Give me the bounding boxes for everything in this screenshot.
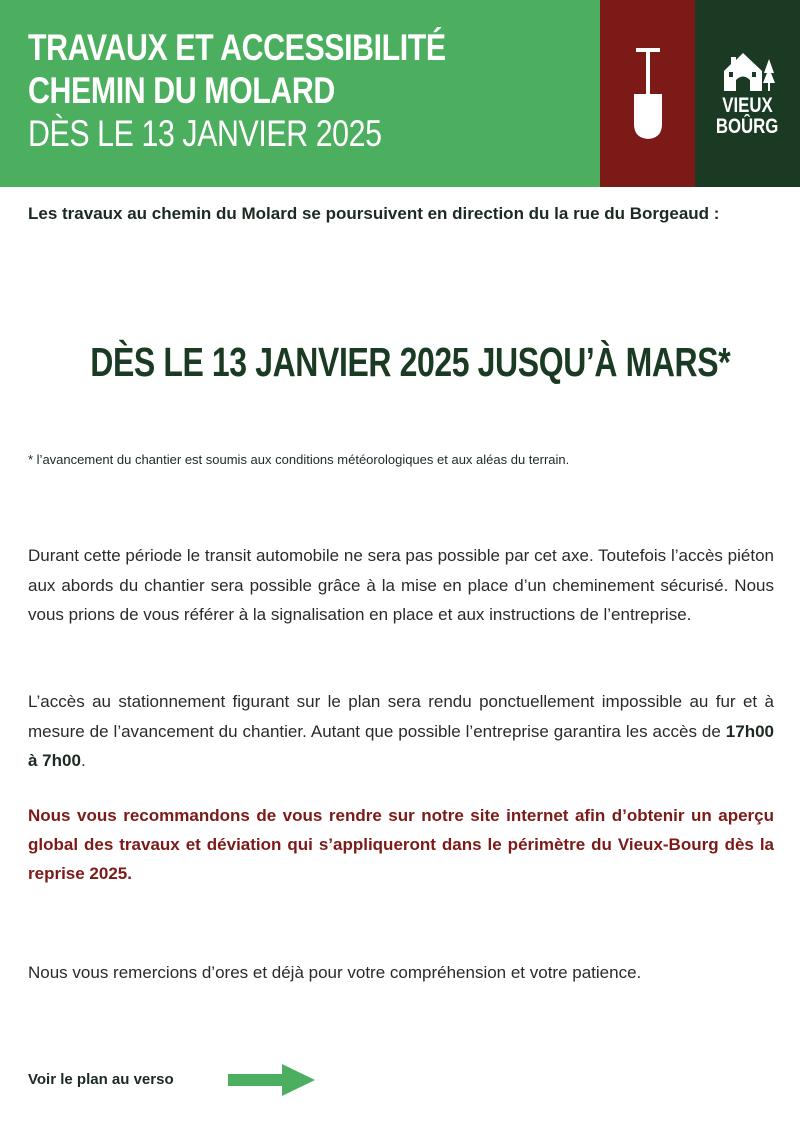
header-title-line1: TRAVAUX ET ACCESSIBILITÉ [28, 27, 446, 68]
highlight-date [0, 336, 800, 388]
footnote: * l’avancement du chantier est soumis aux conditions météorologiques et aux aléas du terrain. [28, 452, 570, 467]
paragraph-transit: Durant cette période le transit automobile ne sera pas possible par cet axe. Toutefois l’accès piéton aux abords du chantier sera possible grâce à la mise en place d’un cheminement sécurisé. Nous vous prions de vous référer à la signalisation en place et aux instructions de l’entreprise. [28, 546, 774, 624]
logo-text-line2: BOÛRG [716, 114, 779, 138]
house-tree-icon [721, 51, 775, 91]
highlight-date-text: DÈS LE 13 JANVIER 2025 JUSQU’À MARS* [90, 339, 731, 385]
paragraph-parking-end: . [80, 751, 86, 770]
paragraph-website-recommendation: Nous vous recommandons de vous rendre sur notre site internet afin d’obtenir un aperçu global des travaux et déviation qui s’appliqueront dans le périmètre du Vieux-Bourg dès la reprise 2025. [28, 806, 774, 883]
shovel-icon [628, 48, 668, 140]
intro-text: Les travaux au chemin du Molard se poursuivent en direction du la rue du Borgeaud : [28, 204, 720, 223]
header-date-line: DÈS LE 13 JANVIER 2025 [28, 113, 382, 154]
header-banner [0, 0, 800, 187]
header-title-block [0, 0, 600, 187]
see-plan-verso-label: Voir le plan au verso [28, 1071, 174, 1088]
paragraph-thanks: Nous vous remercions d’ores et déjà pour votre compréhension et votre patience. [28, 963, 642, 982]
paragraph-parking-text: L’accès au stationnement figurant sur le plan sera rendu ponctuellement impossible au fur et à mesure de l’avancement du chantier. Autant que possible l’entreprise garantira les accès de [28, 692, 774, 741]
vieux-bourg-logo [695, 0, 800, 187]
paragraph-parking [28, 687, 774, 776]
parking-hours: 17h00 à 7h00 [28, 721, 774, 770]
header-shovel-block [600, 0, 695, 187]
header-title-line2: CHEMIN DU MOLARD [28, 70, 335, 111]
logo-text-line1: VIEUX [722, 93, 773, 117]
arrow-right-icon [228, 1063, 316, 1097]
